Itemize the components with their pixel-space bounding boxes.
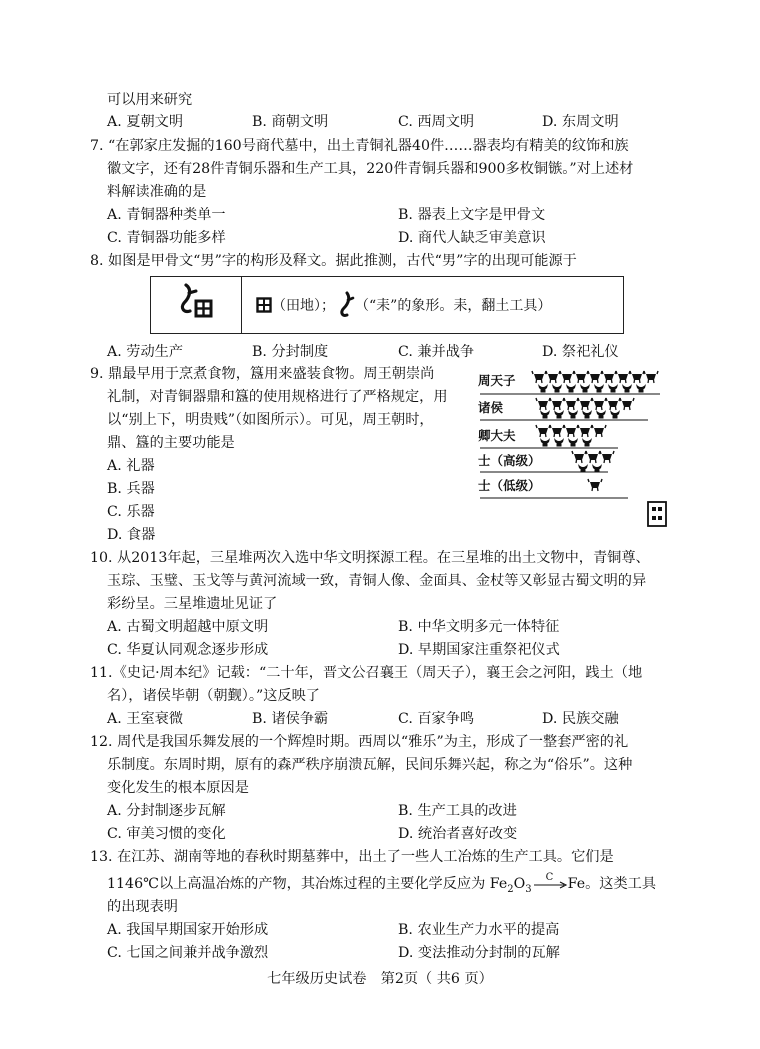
gui-vessel-icon	[582, 438, 592, 447]
q10-stem-line1: 10. 从2013年起，三星堆两次入选中华文明探源工程。在三星堆的出土文物中，青铜尊、	[90, 550, 650, 566]
gui-vessel-icon	[608, 384, 618, 393]
glyph-explanation	[242, 277, 624, 334]
gui-vessel-icon	[552, 384, 562, 393]
q13-line2-pre: 1146℃以上高温冶炼的产物，其冶炼过程的主要化学反应为 Fe	[107, 876, 508, 892]
ding-vessel-icon	[564, 398, 578, 410]
q7-stem-line2: 徽文字，还有28件青铜乐器和生产工具，220件青铜兵器和900多枚铜镞。”对上述材	[107, 161, 634, 177]
q13-oxygen: O	[513, 876, 526, 892]
gui-vessel-icon	[580, 384, 590, 393]
option-d: D. 东周文明	[542, 114, 619, 130]
q8-option-c: C. 兼并战争	[398, 344, 475, 360]
ding-vessel-icon	[572, 451, 586, 463]
ding-vessel-icon	[564, 425, 578, 437]
gui-vessel-icon	[592, 464, 602, 473]
q11-option-a: A. 王室衰微	[107, 711, 184, 727]
q13-stem-line1: 13. 在江苏、湖南等地的春秋时期墓葬中，出土了一些人工冶炼的生产工具。它们是	[90, 849, 614, 865]
right-arrow-icon	[532, 880, 568, 890]
q7-option-d: D. 商代人缺乏审美意识	[398, 230, 546, 246]
ding-vessel-icon	[550, 398, 564, 410]
tian-explanation: （田地）；	[272, 298, 335, 314]
ding-vessel-icon	[536, 398, 550, 410]
ding-vessel-icon	[620, 398, 634, 410]
q13-stem-line2	[107, 874, 656, 900]
oracle-nan-glyph-icon	[176, 281, 216, 325]
q12-option-a: A. 分封制逐步瓦解	[107, 803, 226, 819]
ding-vessel-icon	[600, 451, 614, 463]
tian-field-glyph-icon	[256, 297, 272, 313]
gui-vessel-icon	[578, 464, 588, 473]
rank-label-qingdafu: 卿大夫	[478, 428, 516, 443]
q11-stem-line2: 名），诸侯毕朝（朝觐）。”这反映了	[107, 688, 320, 704]
q13-line2-post: Fe。这类工具	[567, 876, 657, 892]
q7-option-b: B. 器表上文字是甲骨文	[398, 207, 546, 223]
ding-vessel-icon	[532, 371, 546, 383]
ding-vessel-icon	[644, 371, 658, 383]
q13-option-c: C. 七国之间兼并战争激烈	[107, 945, 269, 961]
q7-stem-line1: 7. “在郭家庄发掘的160号商代墓中，出土青铜礼器40件……器表均有精美的纹饰和族	[90, 138, 629, 154]
rank-label-shi-low: 士（低级）	[478, 478, 541, 493]
q11-option-b: B. 诸侯争霸	[252, 711, 329, 727]
ding-vessel-icon	[606, 398, 620, 410]
q7-option-c: C. 青铜器功能多样	[107, 230, 226, 246]
gui-vessel-icon	[554, 410, 564, 419]
q12-option-d: D. 统治者喜好改变	[398, 826, 518, 842]
gui-vessel-icon	[622, 384, 632, 393]
gui-vessel-icon	[582, 410, 592, 419]
q10-option-a: A. 古蜀文明超越中原文明	[107, 619, 269, 635]
q13-option-a: A. 我国早期国家开始形成	[107, 922, 269, 938]
q9-option-c: C. 乐器	[107, 504, 155, 520]
option-a: A. 夏朝文明	[107, 114, 184, 130]
ding-vessel-icon	[630, 371, 644, 383]
q12-option-c: C. 审美习惯的变化	[107, 826, 226, 842]
q9-option-d: D. 食器	[107, 527, 156, 543]
rank-label-zhuhou: 诸侯	[478, 400, 504, 415]
ding-vessel-icon	[560, 371, 574, 383]
lei-plough-glyph-icon	[335, 291, 355, 319]
ding-vessel-icon	[578, 398, 592, 410]
lei-explanation: （“耒”的象形。耒，翻土工具）	[355, 298, 552, 314]
rank-label-shi-high: 士（高级）	[478, 453, 541, 468]
q9-stem-line4: 鼎、簋的主要功能是	[107, 435, 235, 451]
q9-stem-line2: 礼制，对青铜器鼎和簋的使用规格进行了严格规定，用	[107, 389, 448, 405]
q9-option-b: B. 兵器	[107, 481, 155, 497]
reaction-arrow	[532, 872, 568, 891]
gui-vessel-icon	[554, 438, 564, 447]
q9-stem-line3: 以“别上下，明贵贱”（如图所示）。可见，周王朝时，	[107, 412, 434, 428]
q10-option-c: C. 华夏认同观念逐步形成	[107, 642, 269, 658]
q12-stem-line3: 变化发生的根本原因是	[107, 780, 249, 796]
gui-vessel-icon	[568, 410, 578, 419]
ding-vessel-icon	[602, 371, 616, 383]
gui-vessel-icon	[636, 384, 646, 393]
q11-option-c: C. 百家争鸣	[398, 711, 475, 727]
gui-vessel-icon	[538, 384, 548, 393]
option-b: B. 商朝文明	[252, 114, 329, 130]
ding-vessel-icon	[536, 425, 550, 437]
q10-option-b: B. 中华文明多元一体特征	[398, 619, 560, 635]
ding-vessel-icon	[588, 479, 602, 491]
ding-vessel-icon	[588, 371, 602, 383]
ding-vessel-icon	[616, 371, 630, 383]
q13-stem-line3: 的出现表明	[107, 899, 178, 915]
ding-vessel-icon	[550, 425, 564, 437]
gui-vessel-icon	[594, 384, 604, 393]
q11-stem-line1: 11.《史记·周本纪》记载：“二十年，晋文公召襄王（周天子），襄王会之河阳，践土（地	[90, 665, 643, 681]
reaction-catalyst: C	[545, 872, 554, 883]
ding-vessel-icon	[592, 398, 606, 410]
option-c: C. 西周文明	[398, 114, 475, 130]
q10-stem-line3: 彩纷呈。三星堆遗址见证了	[107, 596, 278, 612]
q13-sub-3: 3	[525, 883, 532, 895]
q9-stem-line1: 9. 鼎最早用于烹煮食物，簋用来盛装食物。周王朝崇尚	[90, 366, 435, 382]
q11-option-d: D. 民族交融	[542, 711, 619, 727]
q10-option-d: D. 早期国家注重祭祀仪式	[398, 642, 560, 658]
gui-vessel-icon	[568, 438, 578, 447]
q8-option-b: B. 分封制度	[252, 344, 329, 360]
q13-option-d: D. 变法推动分封制的瓦解	[398, 945, 560, 961]
ding-vessel-icon	[574, 371, 588, 383]
ding-vessel-icon	[546, 371, 560, 383]
gui-vessel-icon	[566, 384, 576, 393]
ding-vessel-icon	[592, 425, 606, 437]
gui-vessel-icon	[540, 438, 550, 447]
gui-vessel-icon	[540, 410, 550, 419]
oracle-bone-table	[150, 276, 624, 334]
q12-stem-line1: 12. 周代是我国乐舞发展的一个辉煌时期。西周以“雅乐”为主，形成了一整套严密的礼	[90, 734, 629, 750]
rank-label-tianzi: 周天子	[478, 373, 516, 388]
q12-stem-line2: 乐制度。东周时期，原有的森严秩序崩溃瓦解，民间乐舞兴起，称之为“俗乐”。这种	[107, 757, 633, 773]
q8-option-a: A. 劳动生产	[107, 344, 184, 360]
page-footer: 七年级历史试卷 第2页（ 共6 页）	[267, 971, 493, 987]
q8-option-d: D. 祭祀礼仪	[542, 344, 619, 360]
q13-option-b: B. 农业生产力水平的提高	[398, 922, 560, 938]
q13-sub-2: 2	[507, 883, 514, 895]
nan-glyph-cell	[151, 277, 242, 334]
q10-stem-line2: 玉琮、玉璧、玉戈等与黄河流域一致，青铜人像、金面具、金杖等又彰显古蜀文明的异	[107, 573, 647, 589]
ding-vessel-icon	[586, 451, 600, 463]
ding-gui-rank-figure	[478, 368, 668, 538]
q12-option-b: B. 生产工具的改进	[398, 803, 517, 819]
q9-option-a: A. 礼器	[107, 458, 155, 474]
q7-option-a: A. 青铜器种类单一	[107, 207, 226, 223]
q7-stem-line3: 料解读准确的是	[107, 184, 207, 200]
gui-vessel-icon	[610, 410, 620, 419]
question-continuation: 可以用来研究	[107, 92, 193, 108]
box-vessel-icon	[648, 502, 666, 526]
q8-stem: 8. 如图是甲骨文“男”字的构形及释文。据此推测，古代“男”字的出现可能源于	[90, 253, 577, 269]
gui-vessel-icon	[596, 410, 606, 419]
ding-vessel-icon	[578, 425, 592, 437]
